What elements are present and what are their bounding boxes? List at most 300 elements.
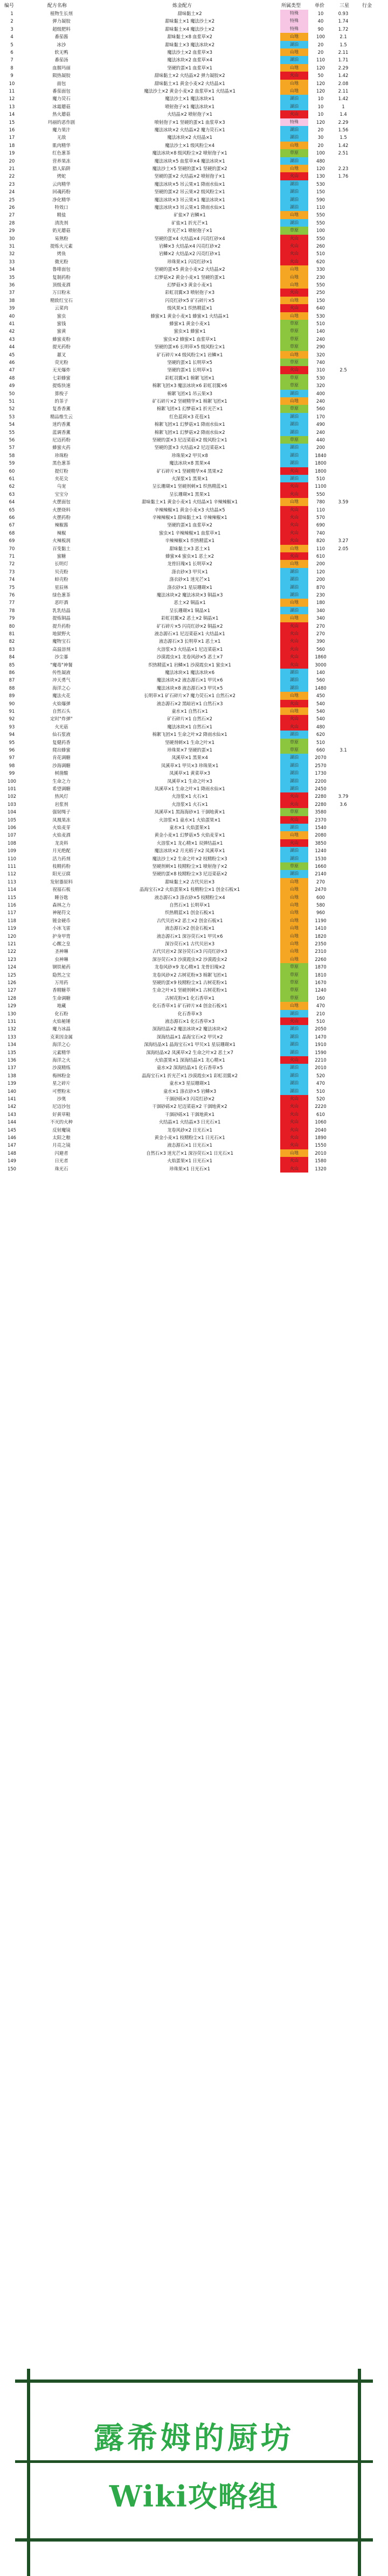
recipe-price: 2310 [315, 949, 327, 954]
row-number: 106 [8, 825, 16, 830]
recipe-name: 提升药粉 [52, 623, 71, 629]
recipe-name: 沙尘暴 [54, 654, 68, 660]
row-number: 33 [9, 258, 15, 264]
recipe-type: 湖泊 [280, 785, 308, 792]
recipe-ingredients: 蜜虫×1 蜂蜜×1 [174, 328, 206, 334]
table-row [0, 769, 388, 777]
recipe-price: 690 [316, 522, 325, 528]
row-number: 123 [8, 956, 16, 962]
recipe-type: 湖泊 [280, 475, 308, 482]
recipe-ingredients: 魔法沙土×1 魔法冰块×1 [165, 96, 214, 102]
recipe-type: 草原 [280, 405, 308, 412]
recipe-name: 荧光粉 [54, 360, 68, 365]
row-number: 74 [9, 577, 15, 582]
table-row [0, 17, 388, 25]
recipe-type: 草原 [280, 994, 308, 1002]
recipe-price: 550 [316, 282, 325, 287]
recipe-ingredients: 魔法冰块×8 黑果×4 [169, 460, 210, 466]
table-row [0, 870, 388, 878]
frame-right-post [358, 2369, 361, 2576]
row-number: 60 [9, 468, 15, 474]
row-number: 101 [8, 786, 16, 791]
recipe-name: 不灭的火种 [50, 1119, 73, 1125]
recipe-price: 540 [316, 716, 325, 722]
recipe-type: 草原 [280, 436, 308, 444]
recipe-price: 610 [316, 1111, 325, 1117]
recipe-type: 火山 [280, 529, 308, 537]
recipe-ingredients: 深谷荧石×3 沙漠霞虫×2 沙漠霞虫×2 [152, 956, 227, 962]
table-row [0, 924, 388, 932]
recipe-price: 20 [317, 127, 324, 132]
table-row [0, 459, 388, 467]
three-star-value: 3.1 [340, 747, 347, 753]
row-number: 138 [8, 1072, 16, 1078]
row-number: 96 [9, 747, 15, 753]
row-number: 49 [9, 383, 15, 389]
recipe-ingredients: 深海结晶×1 晶海宝石×1 甲贝×1 星辰珊瑚×1 [144, 1042, 235, 1048]
recipe-ingredients: 火深浆×1 黑果×1 [171, 476, 208, 481]
row-number: 149 [8, 1158, 16, 1164]
recipe-price: 620 [316, 258, 325, 264]
row-number: 141 [8, 1096, 16, 1101]
recipe-price: 2280 [315, 794, 327, 799]
row-number: 45 [9, 352, 15, 357]
table-row [0, 529, 388, 537]
recipe-ingredients: 折光芒×1 喷射孢子×1 [167, 228, 212, 234]
table-row [0, 739, 388, 746]
recipe-price: 230 [316, 592, 325, 598]
recipe-price: 540 [316, 700, 325, 706]
recipe-name: 提炼火元素 [50, 243, 73, 249]
row-number: 64 [9, 499, 15, 505]
recipe-ingredients: 晶海宝石×1 折光芒×1 沙漠霞虫×1 彩虹羽翼×2 [142, 1072, 238, 1078]
recipe-type: 湖泊 [280, 180, 308, 188]
recipe-name: 蜜黄 [57, 328, 66, 334]
table-row [0, 552, 388, 560]
recipe-ingredients: 织热精蓝×1 岩鳞×1 沙漠霞虫×1 蜜虫×1 [148, 662, 231, 668]
recipe-type: 火山 [280, 715, 308, 722]
recipe-name: 黑色葱茶 [52, 460, 71, 466]
recipe-price: 740 [316, 360, 325, 365]
recipe-price: 100 [316, 34, 325, 40]
recipe-type: 草原 [280, 971, 308, 979]
recipe-ingredients: 沙漠霞虫×1 龙卷风砂×5 恶土×7 [156, 654, 223, 660]
recipe-name: 火摆面包 [52, 499, 71, 505]
row-number: 143 [8, 1111, 16, 1117]
recipe-price: 510 [316, 1088, 325, 1094]
recipe-name: 镀金硬币 [52, 917, 71, 923]
recipe-price: 290 [316, 344, 325, 350]
recipe-type: 火山 [280, 1134, 308, 1141]
row-number: 145 [8, 1127, 16, 1133]
three-star-value: 2.23 [338, 166, 349, 171]
table-row [0, 335, 388, 343]
recipe-ingredients: 火溶浆×1 火石×1 [171, 801, 208, 807]
row-number: 107 [8, 832, 16, 838]
table-row [0, 653, 388, 661]
recipe-name: 地藏 [57, 1003, 66, 1009]
recipe-price: 180 [316, 600, 325, 606]
row-number: 6 [10, 50, 13, 55]
recipe-ingredients: 童水×1 自然石×1 [171, 708, 208, 714]
recipe-price: 270 [316, 631, 325, 636]
row-number: 68 [9, 530, 15, 536]
recipe-type: 草原 [280, 746, 308, 754]
row-number: 108 [8, 840, 16, 846]
table-row [0, 746, 388, 754]
recipe-price: 270 [316, 623, 325, 629]
row-number: 71 [9, 553, 15, 559]
recipe-type: 湖泊 [280, 777, 308, 785]
recipe-price: 2050 [315, 1026, 327, 1032]
recipe-price: 740 [316, 530, 325, 536]
recipe-ingredients: 棉絮飞团×1 吊云果×3 [167, 390, 212, 396]
table-row [0, 281, 388, 289]
footer-banner [0, 1182, 388, 2514]
three-star-value: 2.1 [340, 34, 347, 40]
recipe-ingredients: 干涸砂砾×2 尼迈菜菇×2 干涸地黄×2 [152, 1104, 227, 1110]
three-star-value: 1.42 [338, 73, 349, 79]
row-number: 57 [9, 445, 15, 451]
recipe-type: 山地 [280, 909, 308, 916]
recipe-ingredients: 蜜虫×2 蜂蜜×1 血浆草×1 [163, 336, 216, 342]
recipe-type: 山地 [280, 599, 308, 606]
row-number: 80 [9, 623, 15, 629]
recipe-type: 湖泊 [280, 1025, 308, 1033]
recipe-ingredients: 长明草×1 矿石碎片×7 魔力荧石×1 自然石×2 [144, 693, 235, 699]
recipe-price: 590 [316, 196, 325, 202]
recipe-name: 阳光豆腐 [52, 871, 71, 877]
recipe-price: 100 [316, 228, 325, 234]
recipe-price: 3580 [315, 809, 327, 815]
recipe-name: 恶吓酒 [54, 600, 68, 606]
banner-title: 露希姆的厨坊 [94, 2420, 294, 2456]
recipe-name: 软无鸭 [54, 50, 68, 55]
recipe-type: 山地 [280, 901, 308, 909]
recipe-type: 湖泊 [280, 188, 308, 195]
recipe-type: 火山 [280, 1141, 308, 1149]
row-number: 97 [9, 755, 15, 761]
recipe-price: 150 [316, 297, 325, 303]
recipe-type: 特殊 [280, 25, 308, 33]
row-number: 37 [9, 290, 15, 296]
recipe-ingredients: 魔法冰块×8 级风粉尘×2 喷射孢子×1 [152, 150, 227, 156]
recipe-ingredients: 坚硬的蛋×1 长明草×5 [167, 360, 212, 365]
table-row [0, 963, 388, 971]
recipe-price: 530 [316, 375, 325, 381]
recipe-ingredients: 凤溪草×1 黄菜草×3 [169, 770, 210, 776]
table-row [0, 103, 388, 110]
recipe-ingredients: 坚硬的蛋×5 黄金小麦×2 火结晶×2 [154, 266, 225, 272]
recipe-type: 山地 [280, 947, 308, 955]
table-row [0, 374, 388, 382]
recipe-name: 复制药粉 [52, 274, 71, 280]
recipe-ingredients: 魔法沙土×5 坚硬的蛋×1 坚硬的蛋×2 [152, 166, 227, 171]
recipe-name: 魔力荧石 [52, 96, 71, 102]
row-number: 140 [8, 1088, 16, 1094]
recipe-type: 湖泊 [280, 41, 308, 48]
table-row [0, 258, 388, 265]
row-number: 36 [9, 282, 15, 287]
recipe-name: 玛丽的恶作剧 [47, 119, 75, 125]
recipe-name: 提光药粉 [52, 344, 71, 350]
recipe-type: 火山 [280, 1126, 308, 1134]
recipe-name: 发射器原料 [50, 879, 73, 885]
row-number: 1 [10, 11, 13, 16]
recipe-type: 火山 [280, 289, 308, 296]
row-number: 84 [9, 654, 15, 660]
recipe-ingredients: 坚硬的蛋×2 吊云果×2 级风粉尘×1 [154, 189, 225, 195]
row-number: 2 [10, 18, 13, 24]
row-number: 44 [9, 344, 15, 350]
row-number: 85 [9, 662, 15, 668]
recipe-type: 火山 [280, 514, 308, 521]
recipe-name: 仙石浆液 [52, 732, 71, 738]
table-row [0, 676, 388, 684]
recipe-name: 火焰麦芽 [52, 825, 71, 830]
recipe-price: 140 [316, 328, 325, 334]
three-star-value: 3.27 [338, 538, 349, 544]
row-number: 142 [8, 1104, 16, 1110]
recipe-name: 营养果冻 [52, 158, 71, 164]
recipe-price: 330 [316, 266, 325, 272]
recipe-type: 山地 [280, 894, 308, 901]
recipe-name: 护身甲胄 [52, 933, 71, 939]
row-number: 9 [10, 73, 13, 79]
recipe-ingredients: 火结晶×2 喷射孢子×1 [167, 111, 212, 117]
recipe-type: 特殊 [280, 118, 308, 126]
recipe-type: 山地 [280, 273, 308, 281]
row-number: 76 [9, 592, 15, 598]
recipe-name: 万用药 [54, 980, 68, 985]
three-star-value: 3.79 [338, 794, 349, 799]
recipe-type: 湖泊 [280, 870, 308, 878]
three-star-value: 1.42 [338, 142, 349, 148]
table-row [0, 1103, 388, 1110]
recipe-ingredients: 棉絮飞团×1 幻梦菇×1 折光芒×1 [156, 406, 223, 412]
row-number: 127 [8, 987, 16, 993]
recipe-name: 精品维生云 [50, 413, 73, 419]
recipe-name: 火焰麦酒 [52, 832, 71, 838]
row-number: 10 [9, 80, 15, 86]
recipe-ingredients: 魔法冰块×1 自然石×1 [167, 724, 212, 729]
recipe-price: 610 [316, 553, 325, 559]
row-number: 31 [9, 243, 15, 249]
three-star-value: 2.08 [338, 80, 349, 86]
recipe-price: 1860 [315, 654, 327, 660]
recipe-name: 易熟粉 [54, 235, 68, 241]
recipe-name: 蚌壳粉 [54, 577, 68, 582]
header-type: 所属类型 [281, 3, 301, 9]
recipe-ingredients: 坚硬的蛋×4 火结晶×4 闪亮红砂×4 [154, 235, 225, 241]
table-row [0, 824, 388, 831]
header-no: 编号 [4, 3, 15, 9]
recipe-ingredients: 魔法冰块×2 火结晶×2 魔力荧石×1 [154, 127, 225, 132]
row-number: 146 [8, 1135, 16, 1140]
recipe-price: 50 [317, 73, 324, 79]
recipe-ingredients: 深谷荧石×1 古代贝岩×3 [165, 941, 214, 946]
row-number: 56 [9, 437, 15, 443]
recipe-price: 130 [316, 173, 325, 179]
recipe-price: 120 [316, 166, 325, 171]
recipe-type: 火山 [280, 622, 308, 630]
table-row [0, 1149, 388, 1157]
header-price: 单价 [315, 3, 325, 9]
table-row [0, 227, 388, 234]
recipe-name: 可塑粉末 [52, 1088, 71, 1094]
recipe-price: 870 [316, 584, 325, 590]
row-number: 93 [9, 724, 15, 729]
row-number: 8 [10, 65, 13, 71]
recipe-price: 390 [316, 638, 325, 644]
recipe-type: 湖泊 [280, 1087, 308, 1095]
table-row [0, 1157, 388, 1164]
recipe-name: 希望调糖 [52, 786, 71, 791]
row-number: 100 [8, 778, 16, 784]
recipe-name: 火焰爆弹 [52, 700, 71, 706]
recipe-ingredients: 化石香草×3 [177, 1010, 202, 1016]
table-row [0, 110, 388, 118]
recipe-ingredients: 甜味黏土×1 黄金小麦×1 火结晶×1 辛辣辣椒×1 [142, 499, 238, 505]
recipe-ingredients: 魔法冰块×5 血浆草×4 魔法冰块×1 [154, 158, 225, 164]
recipe-ingredients: 黄金小麦×1 枝精粉尘×1 日光石×1 [154, 1135, 225, 1140]
recipe-price: 250 [316, 290, 325, 296]
row-number: 126 [8, 980, 16, 985]
recipe-price: 1530 [315, 855, 327, 861]
recipe-name: 化石粉 [54, 1010, 68, 1016]
recipe-name: 红色葱茶 [52, 150, 71, 156]
row-number: 23 [9, 181, 15, 187]
table-row [0, 1049, 388, 1056]
recipe-type: 湖泊 [280, 591, 308, 599]
recipe-name: 清洗剂 [54, 220, 68, 226]
recipe-type: 湖泊 [280, 769, 308, 777]
recipe-ingredients: 晶海宝石×2 火焰蛋果×1 枝精粉尘×1 创金石板×1 [140, 887, 240, 893]
recipe-price: 20 [317, 41, 324, 47]
row-number: 29 [9, 228, 15, 234]
recipe-type: 火山 [280, 1165, 308, 1173]
recipe-type: 湖泊 [280, 607, 308, 614]
recipe-name: 精盐 [57, 212, 66, 218]
table-row [0, 327, 388, 335]
three-star-value: 2.11 [338, 50, 349, 55]
recipe-price: 10 [317, 96, 324, 102]
row-number: 48 [9, 375, 15, 381]
recipe-name: 弹力凝胶 [52, 18, 71, 24]
recipe-type: 山地 [280, 614, 308, 622]
recipe-price: 1240 [315, 987, 327, 993]
table-row [0, 1010, 388, 1017]
recipe-type: 湖泊 [280, 1010, 308, 1017]
recipe-price: 340 [316, 615, 325, 621]
recipe-name: 火摆烧料 [52, 507, 71, 513]
recipe-name: 净化精华 [52, 196, 71, 202]
table-row [0, 1141, 388, 1149]
recipe-type: 湖泊 [280, 413, 308, 420]
recipe-price: 520 [316, 1096, 325, 1101]
table-row [0, 10, 388, 17]
recipe-ingredients: 蜂蜜×1 黄金小麦×1 [169, 321, 210, 326]
recipe-name: 精致红宝石 [50, 297, 73, 303]
recipe-price: 30 [317, 135, 324, 141]
table-row [0, 669, 388, 676]
table-row [0, 420, 388, 428]
recipe-type: 山地 [280, 707, 308, 715]
table-row [0, 1095, 388, 1103]
table-row [0, 901, 388, 909]
recipe-price: 200 [316, 561, 325, 567]
recipe-price: 120 [316, 88, 325, 94]
table-row [0, 475, 388, 482]
row-number: 20 [9, 158, 15, 164]
recipe-ingredients: 甜味黏土×1 魔法沙土×2 [165, 18, 214, 24]
recipe-name: 迷约香薰 [52, 422, 71, 427]
recipe-name: 冰沙 [57, 41, 66, 47]
recipe-type: 湖泊 [280, 459, 308, 467]
table-row [0, 684, 388, 692]
row-number: 43 [9, 336, 15, 342]
recipe-price: 480 [316, 724, 325, 729]
recipe-type: 草原 [280, 359, 308, 366]
recipe-ingredients: 龙骨旧瑰×1 长明草×2 [167, 561, 212, 567]
recipe-type: 火山 [280, 816, 308, 824]
recipe-type: 湖泊 [280, 731, 308, 738]
recipe-type: 火山 [280, 172, 308, 180]
recipe-price: 1320 [315, 1166, 327, 1171]
recipe-ingredients: 魔法沙土×2 生命之叶×2 枝精粉尘×3 [152, 855, 227, 861]
row-number: 69 [9, 538, 15, 544]
recipe-type: 山地 [280, 397, 308, 405]
recipe-ingredients: 魔法冰块×2 液态源石×1 甲贝×6 [156, 677, 223, 683]
table-row [0, 839, 388, 847]
recipe-type: 草原 [280, 227, 308, 234]
recipe-type: 火山 [280, 653, 308, 661]
table-row [0, 545, 388, 552]
table-row [0, 87, 388, 95]
recipe-type: 火山 [280, 792, 308, 800]
row-number: 117 [8, 910, 16, 916]
table-row [0, 149, 388, 157]
row-number: 92 [9, 716, 15, 722]
recipe-price: 2280 [315, 801, 327, 807]
recipe-name: 隐然之宝 [52, 972, 71, 978]
recipe-ingredients: 呈长珊瑚×1 铜晶×1 [169, 607, 210, 613]
recipe-ingredients: 黄金小麦×1 幻梦菇×5 火焰麦芽×1 [154, 832, 225, 838]
three-star-value: 3.59 [338, 499, 349, 505]
recipe-ingredients: 坚硬的蛋×3 火结晶×2 尼迈菜菇×1 [154, 445, 225, 451]
table-row [0, 731, 388, 738]
table-row [0, 661, 388, 669]
recipe-type: 山地 [280, 281, 308, 289]
recipe-price: 1730 [315, 770, 327, 776]
table-row [0, 203, 388, 211]
recipe-ingredients: 红色蓝荷×3 花苞×1 [169, 413, 210, 419]
row-number: 105 [8, 817, 16, 823]
recipe-ingredients: 自然石×1 长明草×1 [169, 902, 210, 908]
recipe-ingredients: 童水×3 星辰珊瑚×1 [169, 1080, 210, 1086]
recipe-price: 20 [317, 142, 324, 148]
recipe-name: 烤鱼 [57, 251, 66, 257]
table-row [0, 56, 388, 64]
table-row [0, 894, 388, 901]
recipe-ingredients: 矿石碎片×1 坚硬精华×4 黑果×2 [156, 468, 223, 474]
row-number: 11 [9, 88, 15, 94]
recipe-name: 月亮之镜 [52, 1142, 71, 1148]
table-row [0, 1087, 388, 1095]
recipe-name: 海洋之心 [52, 685, 71, 691]
table-row [0, 715, 388, 722]
row-number: 83 [9, 646, 15, 652]
